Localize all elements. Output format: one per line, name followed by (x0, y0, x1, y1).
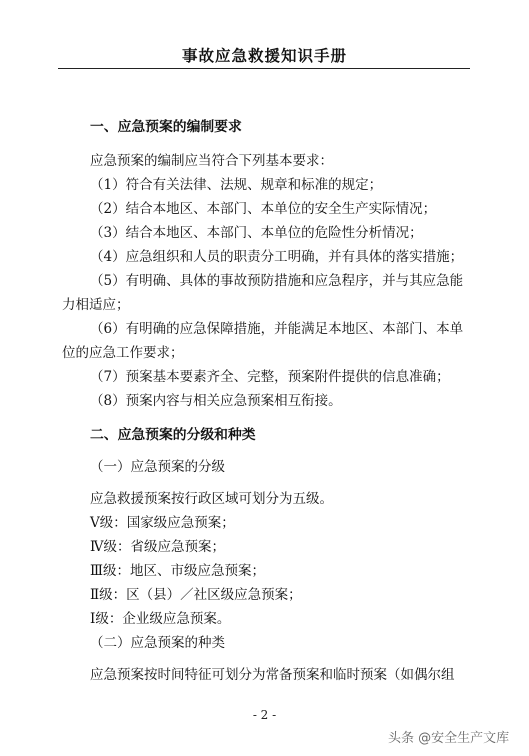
list-item: （6）有明确的应急保障措施，并能满足本地区、本部门、本单 (90, 321, 464, 337)
page-number: - 2 - (252, 708, 277, 722)
list-item: Ⅲ级：地区、市级应急预案； (90, 563, 266, 579)
list-item: （8）预案内容与相关应急预案相互衔接。 (90, 393, 342, 409)
paragraph-line: 应急救援预案按行政区域可划分为五级。 (90, 491, 333, 507)
list-item: Ⅰ级：企业级应急预案。 (90, 611, 231, 627)
list-item: （7）预案基本要素齐全、完整，预案附件提供的信息准确； (90, 369, 450, 385)
list-item: Ⅱ级：区（县）／社区级应急预案； (90, 587, 302, 603)
watermark: 头条 @安全生产文库 (388, 731, 510, 746)
list-item: （5）有明确、具体的事故预防措施和应急程序，并与其应急能 (90, 273, 464, 289)
list-item: （1）符合有关法律、法规、规章和标准的规定； (90, 177, 383, 193)
subsection-heading: （二）应急预案的种类 (90, 635, 225, 651)
list-item: （4）应急组织和人员的职责分工明确，并有具体的落实措施； (90, 249, 464, 265)
list-item-continuation: 位的应急工作要求； (62, 345, 184, 361)
header-divider (58, 68, 470, 69)
list-item: Ⅴ级：国家级应急预案； (90, 515, 235, 531)
section-heading-1: 一、应急预案的编制要求 (90, 119, 242, 135)
section-heading-2: 二、应急预案的分级和种类 (90, 427, 256, 443)
list-item-continuation: 力相适应； (62, 297, 130, 313)
list-item: （2）结合本地区、本部门、本单位的安全生产实际情况； (90, 201, 437, 217)
list-item: （3）结合本地区、本部门、本单位的危险性分析情况； (90, 225, 423, 241)
paragraph-line: 应急预案的编制应当符合下列基本要求： (90, 153, 333, 169)
paragraph-line: 应急预案按时间特征可划分为常备预案和临时预案（如偶尔组 (90, 667, 455, 683)
list-item: Ⅳ级：省级应急预案； (90, 539, 225, 555)
document-title: 事故应急救援知识手册 (181, 47, 347, 65)
subsection-heading: （一）应急预案的分级 (90, 459, 225, 475)
